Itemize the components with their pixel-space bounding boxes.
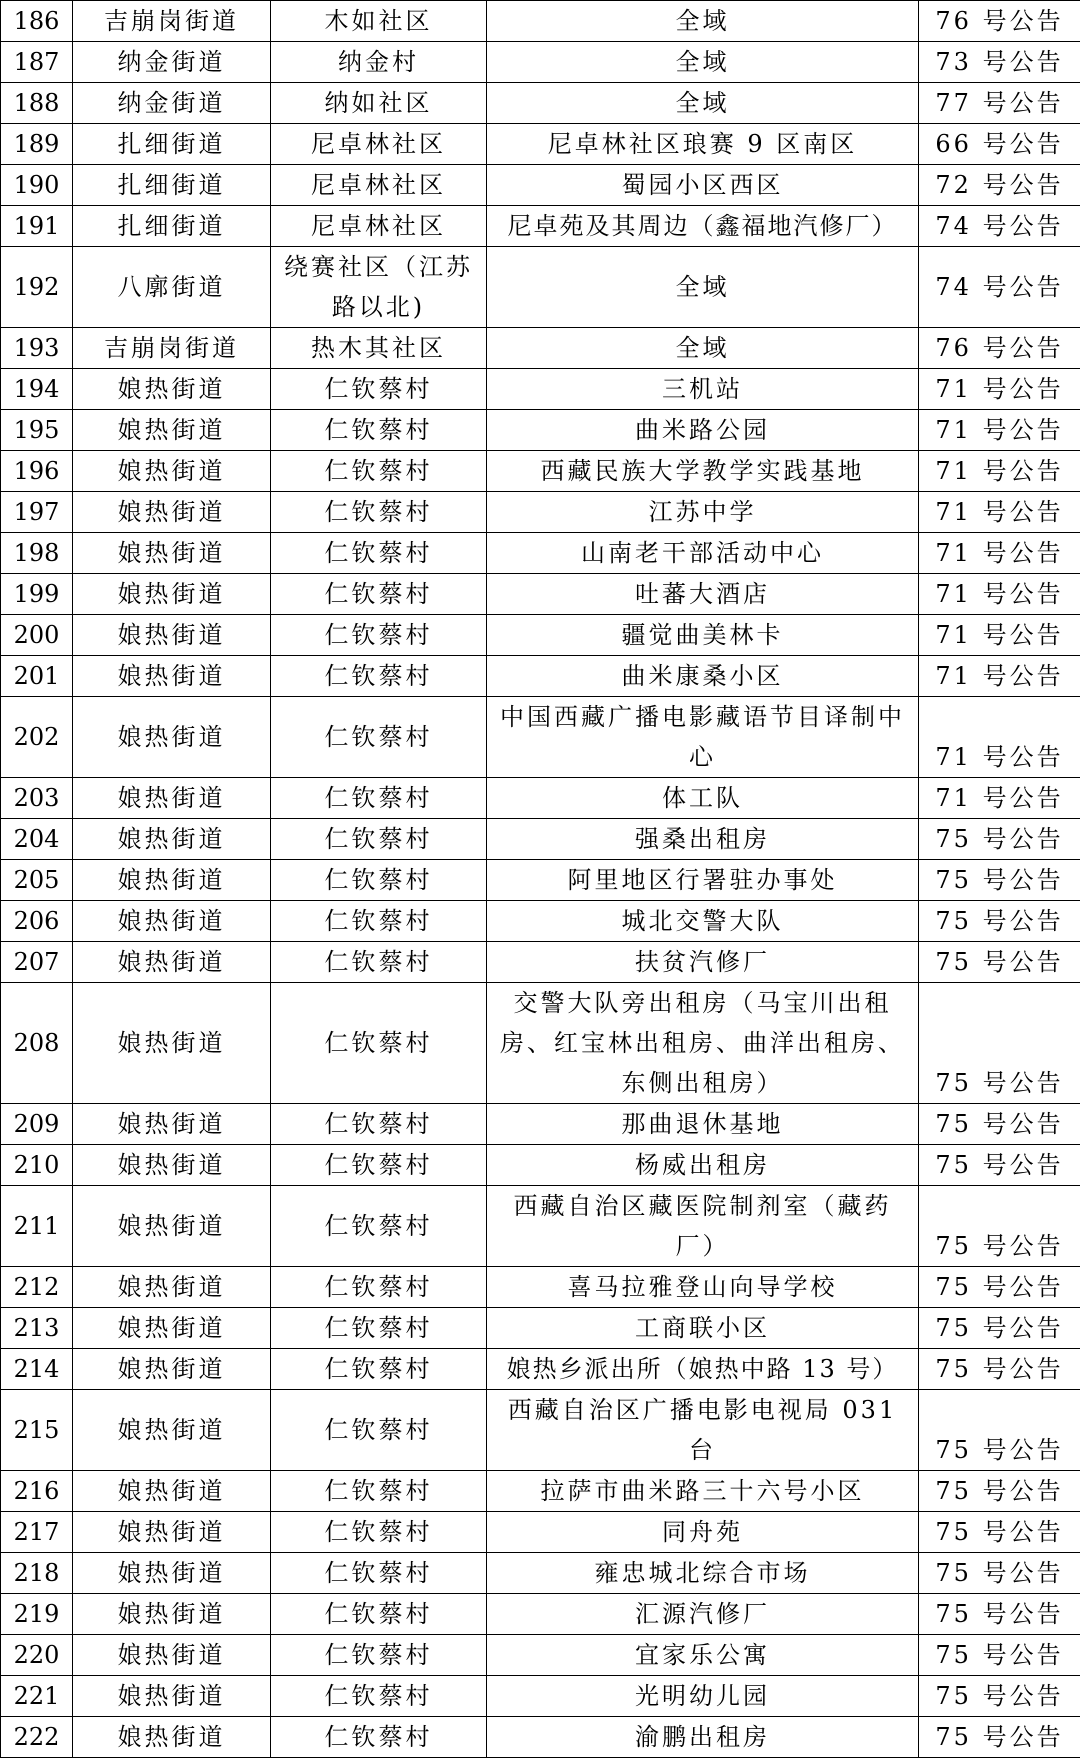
notice-cell: 75 号公告 — [919, 1349, 1080, 1390]
row-number: 216 — [1, 1471, 73, 1512]
row-number: 198 — [1, 533, 73, 574]
street-cell: 纳金街道 — [73, 83, 271, 124]
area-cell: 喜马拉雅登山向导学校 — [487, 1267, 919, 1308]
area-cell: 娘热乡派出所（娘热中路 13 号） — [487, 1349, 919, 1390]
notice-cell: 75 号公告 — [919, 860, 1080, 901]
row-number: 199 — [1, 574, 73, 615]
community-cell: 仁钦蔡村 — [271, 1594, 487, 1635]
area-cell: 拉萨市曲米路三十六号小区 — [487, 1471, 919, 1512]
community-cell: 仁钦蔡村 — [271, 860, 487, 901]
community-cell: 仁钦蔡村 — [271, 1186, 487, 1267]
community-cell: 尼卓林社区 — [271, 165, 487, 206]
area-cell: 蜀园小区西区 — [487, 165, 919, 206]
area-cell: 光明幼儿园 — [487, 1676, 919, 1717]
row-number: 208 — [1, 983, 73, 1104]
table-row — [1, 533, 1080, 574]
notice-cell: 75 号公告 — [919, 1267, 1080, 1308]
row-number: 209 — [1, 1104, 73, 1145]
notice-cell: 72 号公告 — [919, 165, 1080, 206]
row-number: 215 — [1, 1390, 73, 1471]
notice-cell: 75 号公告 — [919, 1390, 1080, 1471]
community-cell: 纳金村 — [271, 42, 487, 83]
street-cell: 八廓街道 — [73, 247, 271, 328]
notice-cell: 71 号公告 — [919, 492, 1080, 533]
notice-cell: 71 号公告 — [919, 369, 1080, 410]
row-number: 221 — [1, 1676, 73, 1717]
table-row — [1, 451, 1080, 492]
street-cell: 吉崩岗街道 — [73, 328, 271, 369]
community-cell: 仁钦蔡村 — [271, 697, 487, 778]
area-cell: 雍忠城北综合市场 — [487, 1553, 919, 1594]
area-cell: 交警大队旁出租房（马宝川出租房、红宝林出租房、曲洋出租房、东侧出租房） — [487, 983, 919, 1104]
table-row — [1, 901, 1080, 942]
street-cell: 娘热街道 — [73, 1553, 271, 1594]
notice-cell: 75 号公告 — [919, 1186, 1080, 1267]
row-number: 220 — [1, 1635, 73, 1676]
row-number: 191 — [1, 206, 73, 247]
notice-cell: 76 号公告 — [919, 328, 1080, 369]
table-row — [1, 983, 1080, 1104]
area-cell: 尼卓林社区琅赛 9 区南区 — [487, 124, 919, 165]
notice-cell: 75 号公告 — [919, 1512, 1080, 1553]
table-row — [1, 1267, 1080, 1308]
row-number: 189 — [1, 124, 73, 165]
notice-cell: 76 号公告 — [919, 1, 1080, 42]
street-cell: 娘热街道 — [73, 1308, 271, 1349]
table-row — [1, 778, 1080, 819]
street-cell: 娘热街道 — [73, 1390, 271, 1471]
street-cell: 娘热街道 — [73, 942, 271, 983]
table-row — [1, 1676, 1080, 1717]
notice-cell: 75 号公告 — [919, 1104, 1080, 1145]
notice-cell: 75 号公告 — [919, 983, 1080, 1104]
community-cell: 尼卓林社区 — [271, 124, 487, 165]
notice-cell: 75 号公告 — [919, 1553, 1080, 1594]
community-cell: 绕赛社区（江苏路以北) — [271, 247, 487, 328]
area-cell: 城北交警大队 — [487, 901, 919, 942]
table-row — [1, 1186, 1080, 1267]
notice-cell: 71 号公告 — [919, 778, 1080, 819]
table-row — [1, 328, 1080, 369]
table-row — [1, 124, 1080, 165]
street-cell: 娘热街道 — [73, 1186, 271, 1267]
community-cell: 仁钦蔡村 — [271, 1145, 487, 1186]
street-cell: 娘热街道 — [73, 533, 271, 574]
area-cell: 汇源汽修厂 — [487, 1594, 919, 1635]
street-cell: 娘热街道 — [73, 778, 271, 819]
area-cell: 那曲退休基地 — [487, 1104, 919, 1145]
table-row — [1, 1717, 1080, 1758]
area-cell: 三机站 — [487, 369, 919, 410]
area-cell: 西藏自治区藏医院制剂室（藏药厂） — [487, 1186, 919, 1267]
row-number: 197 — [1, 492, 73, 533]
community-cell: 仁钦蔡村 — [271, 983, 487, 1104]
notice-cell: 75 号公告 — [919, 942, 1080, 983]
table-row — [1, 1471, 1080, 1512]
notice-cell: 75 号公告 — [919, 1676, 1080, 1717]
table-row — [1, 1553, 1080, 1594]
area-cell: 全域 — [487, 247, 919, 328]
row-number: 204 — [1, 819, 73, 860]
notice-cell: 75 号公告 — [919, 1145, 1080, 1186]
community-cell: 仁钦蔡村 — [271, 369, 487, 410]
community-cell: 仁钦蔡村 — [271, 410, 487, 451]
community-cell: 仁钦蔡村 — [271, 1553, 487, 1594]
street-cell: 娘热街道 — [73, 451, 271, 492]
table-row — [1, 1104, 1080, 1145]
row-number: 213 — [1, 1308, 73, 1349]
community-cell: 仁钦蔡村 — [271, 451, 487, 492]
street-cell: 扎细街道 — [73, 124, 271, 165]
notice-cell: 75 号公告 — [919, 1635, 1080, 1676]
notice-cell: 75 号公告 — [919, 819, 1080, 860]
area-cell: 全域 — [487, 328, 919, 369]
community-cell: 仁钦蔡村 — [271, 615, 487, 656]
street-cell: 娘热街道 — [73, 1104, 271, 1145]
table-row — [1, 819, 1080, 860]
community-cell: 仁钦蔡村 — [271, 1308, 487, 1349]
area-cell: 同舟苑 — [487, 1512, 919, 1553]
notice-cell: 74 号公告 — [919, 247, 1080, 328]
table-row — [1, 1594, 1080, 1635]
community-cell: 热木其社区 — [271, 328, 487, 369]
street-cell: 娘热街道 — [73, 369, 271, 410]
area-cell: 全域 — [487, 83, 919, 124]
notice-cell: 73 号公告 — [919, 42, 1080, 83]
community-cell: 仁钦蔡村 — [271, 1104, 487, 1145]
community-cell: 仁钦蔡村 — [271, 1390, 487, 1471]
community-cell: 仁钦蔡村 — [271, 1512, 487, 1553]
row-number: 219 — [1, 1594, 73, 1635]
street-cell: 娘热街道 — [73, 1512, 271, 1553]
notice-cell: 66 号公告 — [919, 124, 1080, 165]
area-cell: 山南老干部活动中心 — [487, 533, 919, 574]
area-cell: 体工队 — [487, 778, 919, 819]
street-cell: 娘热街道 — [73, 1635, 271, 1676]
street-cell: 娘热街道 — [73, 656, 271, 697]
row-number: 207 — [1, 942, 73, 983]
row-number: 193 — [1, 328, 73, 369]
community-cell: 尼卓林社区 — [271, 206, 487, 247]
row-number: 205 — [1, 860, 73, 901]
table-row — [1, 1390, 1080, 1471]
street-cell: 娘热街道 — [73, 1349, 271, 1390]
notice-cell: 71 号公告 — [919, 697, 1080, 778]
table-row — [1, 83, 1080, 124]
row-number: 210 — [1, 1145, 73, 1186]
table-row — [1, 1, 1080, 42]
notice-cell: 75 号公告 — [919, 1717, 1080, 1758]
notice-cell: 75 号公告 — [919, 901, 1080, 942]
notice-cell: 71 号公告 — [919, 451, 1080, 492]
community-cell: 仁钦蔡村 — [271, 819, 487, 860]
community-cell: 仁钦蔡村 — [271, 656, 487, 697]
notice-cell: 75 号公告 — [919, 1308, 1080, 1349]
table-row — [1, 860, 1080, 901]
community-cell: 仁钦蔡村 — [271, 533, 487, 574]
table-row — [1, 1635, 1080, 1676]
community-cell: 仁钦蔡村 — [271, 1676, 487, 1717]
community-cell: 仁钦蔡村 — [271, 1267, 487, 1308]
area-cell: 中国西藏广播电影藏语节目译制中心 — [487, 697, 919, 778]
row-number: 192 — [1, 247, 73, 328]
street-cell: 娘热街道 — [73, 983, 271, 1104]
table-row — [1, 42, 1080, 83]
area-cell: 曲米路公园 — [487, 410, 919, 451]
area-cell: 扶贫汽修厂 — [487, 942, 919, 983]
row-number: 188 — [1, 83, 73, 124]
row-number: 194 — [1, 369, 73, 410]
area-cell: 尼卓苑及其周边（鑫福地汽修厂） — [487, 206, 919, 247]
community-cell: 仁钦蔡村 — [271, 1717, 487, 1758]
street-cell: 娘热街道 — [73, 1145, 271, 1186]
street-cell: 娘热街道 — [73, 901, 271, 942]
row-number: 214 — [1, 1349, 73, 1390]
notice-cell: 77 号公告 — [919, 83, 1080, 124]
table-row — [1, 410, 1080, 451]
area-cell: 吐蕃大酒店 — [487, 574, 919, 615]
notice-cell: 75 号公告 — [919, 1594, 1080, 1635]
row-number: 186 — [1, 1, 73, 42]
community-cell: 纳如社区 — [271, 83, 487, 124]
community-cell: 仁钦蔡村 — [271, 1635, 487, 1676]
table-row — [1, 942, 1080, 983]
table-row — [1, 574, 1080, 615]
table-row — [1, 247, 1080, 328]
community-cell: 仁钦蔡村 — [271, 1471, 487, 1512]
community-cell: 仁钦蔡村 — [271, 1349, 487, 1390]
area-cell: 杨威出租房 — [487, 1145, 919, 1186]
notice-cell: 71 号公告 — [919, 574, 1080, 615]
row-number: 200 — [1, 615, 73, 656]
area-cell: 工商联小区 — [487, 1308, 919, 1349]
row-number: 212 — [1, 1267, 73, 1308]
area-cell: 强桑出租房 — [487, 819, 919, 860]
row-number: 202 — [1, 697, 73, 778]
row-number: 201 — [1, 656, 73, 697]
notice-cell: 71 号公告 — [919, 656, 1080, 697]
community-cell: 仁钦蔡村 — [271, 901, 487, 942]
area-cell: 全域 — [487, 42, 919, 83]
area-cell: 宜家乐公寓 — [487, 1635, 919, 1676]
area-cell: 疆觉曲美林卡 — [487, 615, 919, 656]
street-cell: 扎细街道 — [73, 206, 271, 247]
table-row — [1, 1308, 1080, 1349]
table-row — [1, 1512, 1080, 1553]
area-cell: 阿里地区行署驻办事处 — [487, 860, 919, 901]
street-cell: 娘热街道 — [73, 1471, 271, 1512]
street-cell: 娘热街道 — [73, 1267, 271, 1308]
table-row — [1, 369, 1080, 410]
row-number: 203 — [1, 778, 73, 819]
community-cell: 仁钦蔡村 — [271, 778, 487, 819]
street-cell: 娘热街道 — [73, 1594, 271, 1635]
street-cell: 娘热街道 — [73, 574, 271, 615]
area-cell: 全域 — [487, 1, 919, 42]
row-number: 190 — [1, 165, 73, 206]
row-number: 206 — [1, 901, 73, 942]
street-cell: 娘热街道 — [73, 697, 271, 778]
table-row — [1, 206, 1080, 247]
row-number: 195 — [1, 410, 73, 451]
community-cell: 仁钦蔡村 — [271, 942, 487, 983]
notice-cell: 71 号公告 — [919, 615, 1080, 656]
community-cell: 仁钦蔡村 — [271, 574, 487, 615]
community-cell: 木如社区 — [271, 1, 487, 42]
street-cell: 娘热街道 — [73, 410, 271, 451]
table-row — [1, 1145, 1080, 1186]
street-cell: 娘热街道 — [73, 492, 271, 533]
notice-cell: 71 号公告 — [919, 410, 1080, 451]
area-cell: 西藏民族大学教学实践基地 — [487, 451, 919, 492]
row-number: 211 — [1, 1186, 73, 1267]
street-cell: 娘热街道 — [73, 819, 271, 860]
street-cell: 娘热街道 — [73, 860, 271, 901]
area-cell: 江苏中学 — [487, 492, 919, 533]
street-cell: 扎细街道 — [73, 165, 271, 206]
area-cell: 西藏自治区广播电影电视局 031 台 — [487, 1390, 919, 1471]
table-row — [1, 615, 1080, 656]
table-row — [1, 492, 1080, 533]
row-number: 218 — [1, 1553, 73, 1594]
notice-cell: 71 号公告 — [919, 533, 1080, 574]
notice-cell: 74 号公告 — [919, 206, 1080, 247]
street-cell: 吉崩岗街道 — [73, 1, 271, 42]
table-row — [1, 697, 1080, 778]
row-number: 187 — [1, 42, 73, 83]
table-row — [1, 656, 1080, 697]
table-body — [1, 1, 1080, 1758]
street-cell: 娘热街道 — [73, 1717, 271, 1758]
area-cell: 渝鹏出租房 — [487, 1717, 919, 1758]
table-row — [1, 165, 1080, 206]
row-number: 217 — [1, 1512, 73, 1553]
table-row — [1, 1349, 1080, 1390]
row-number: 196 — [1, 451, 73, 492]
street-cell: 娘热街道 — [73, 615, 271, 656]
notice-cell: 75 号公告 — [919, 1471, 1080, 1512]
street-cell: 纳金街道 — [73, 42, 271, 83]
area-cell: 曲米康桑小区 — [487, 656, 919, 697]
community-cell: 仁钦蔡村 — [271, 492, 487, 533]
row-number: 222 — [1, 1717, 73, 1758]
street-cell: 娘热街道 — [73, 1676, 271, 1717]
